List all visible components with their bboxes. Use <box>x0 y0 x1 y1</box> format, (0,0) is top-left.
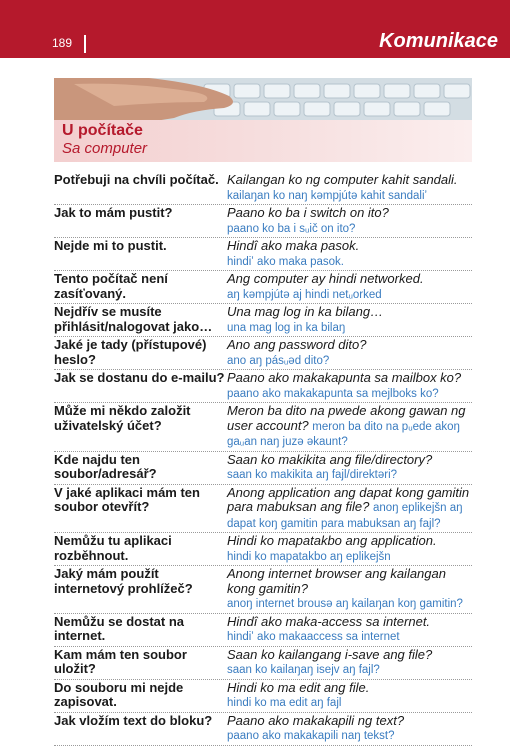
keyboard-photo <box>54 78 472 126</box>
translation-cell <box>227 648 472 678</box>
czech-phrase: Kam mám ten soubor uložit? <box>54 646 187 676</box>
header-divider <box>84 35 86 53</box>
czech-phrase: Kde najdu ten soubor/adresář? <box>54 451 157 481</box>
translation-cell <box>227 173 472 203</box>
topic-title-box <box>54 120 472 162</box>
pronunciation: ano aŋ pásᵤəd dito? <box>227 354 330 367</box>
tagalog-phrase: Paano ko ba i switch on ito? <box>227 205 389 220</box>
phrase-row <box>54 681 472 713</box>
czech-phrase: Potřebuji na chvíli počítač. <box>54 172 219 187</box>
pronunciation: anoŋ internet brousə aŋ kailaŋan koŋ gamitin? <box>227 598 463 610</box>
czech-phrase: Nemůžu se dostat na internet. <box>54 613 185 643</box>
tagalog-phrase: Paano ako makakapili ng text? <box>227 712 405 728</box>
pronunciation: meron ba dito na pᵤede akoŋ gaᵤan naŋ juzə əkaunt? <box>227 420 460 448</box>
czech-phrase: Jak se dostanu do e-mailu? <box>54 370 225 385</box>
tagalog-phrase: Hindî ako maka pasok. <box>227 238 360 253</box>
topic-title-tagalog: Sa computer <box>62 140 148 157</box>
czech-phrase: Může mi někdo založit uživatelský účet? <box>54 403 191 433</box>
czech-phrase: Tento počítač není zasíťovaný. <box>54 271 168 301</box>
topic-title-czech: U počítače <box>62 122 143 139</box>
czech-phrase: Nejde mi to pustit. <box>54 238 167 253</box>
phrase-row <box>54 453 472 485</box>
header-bar <box>0 0 510 58</box>
phrase-row <box>54 486 472 534</box>
phrase-list <box>54 173 472 747</box>
tagalog-phrase: Ang computer ay hindi networked. <box>227 271 424 286</box>
pronunciation: paano ako makakapunta sa mejlboks ko? <box>227 387 439 400</box>
translation-cell <box>227 714 472 744</box>
tagalog-phrase: Hindî ako maka-access sa internet. <box>227 613 431 629</box>
translation-cell <box>227 567 472 612</box>
tagalog-phrase: Saan ko makikita ang file/directory? <box>227 451 433 467</box>
tagalog-phrase: Ano ang password dito? <box>227 337 367 352</box>
pronunciation: hindi ko mapatakbo aŋ eplikejšn <box>227 550 391 563</box>
translation-cell <box>227 615 472 645</box>
phrase-row <box>54 404 472 452</box>
tagalog-phrase: Saan ko kailangang i-save ang file? <box>227 646 433 662</box>
tagalog-phrase: Hindi ko ma edit ang file. <box>227 679 370 695</box>
phrase-row <box>54 371 472 403</box>
translation-cell <box>227 272 472 302</box>
tagalog-phrase: Una mag log in ka bilang… <box>227 304 384 319</box>
translation-cell <box>227 453 472 483</box>
pronunciation: kailaŋan ko naŋ kəmpjútə kahit sandaliʼ <box>227 189 428 202</box>
phrase-row <box>54 305 472 337</box>
phrase-row <box>54 206 472 238</box>
translation-cell <box>227 371 472 401</box>
phrase-row <box>54 615 472 647</box>
phrase-row <box>54 239 472 271</box>
czech-phrase: Nejdřív se musíte přihlásit/nalogovat jako… <box>54 304 213 334</box>
translation-cell <box>227 239 472 269</box>
tagalog-phrase: Anong internet browser ang kailangan kong gamitin? <box>227 566 446 596</box>
translation-cell <box>227 681 472 711</box>
page-number: 189 <box>52 36 73 50</box>
translation-cell <box>227 404 472 450</box>
tagalog-phrase: Meron ba dito na pwede akong gawan ng user account? <box>227 403 466 433</box>
translation-cell <box>227 338 472 368</box>
phrase-row <box>54 173 472 205</box>
czech-phrase: V jaké aplikaci mám ten soubor otevřít? <box>54 484 200 514</box>
tagalog-phrase: Paano ako makakapunta sa mailbox ko? <box>227 370 462 385</box>
pronunciation: hindi ko ma edit aŋ fajl <box>227 697 342 709</box>
pronunciation: paano ako makakapili naŋ tekst? <box>227 730 395 742</box>
pronunciation: paano ko ba i sᵤič on ito? <box>227 222 356 235</box>
czech-phrase: Jak vložím text do bloku? <box>54 712 213 728</box>
tagalog-phrase: Anong application ang dapat kong gamitin para mabuksan ang file? <box>227 484 470 514</box>
czech-phrase: Nemůžu tu aplikaci rozběhnout. <box>54 533 172 563</box>
czech-phrase: Jak to mám pustit? <box>54 205 173 220</box>
translation-cell <box>227 534 472 564</box>
section-title: Komunikace <box>379 30 498 52</box>
pronunciation: hindiʼ ako makaaccess sa internet <box>227 631 400 643</box>
pronunciation: aŋ kəmpjútə aj hindi netᵤorked <box>227 288 382 301</box>
tagalog-phrase: Hindi ko mapatakbo ang application. <box>227 533 437 548</box>
pronunciation: anoŋ eplikejšn aŋ dapat koŋ gamitin para mabuksan aŋ fajl? <box>227 502 463 530</box>
translation-cell <box>227 305 472 335</box>
czech-phrase: Jaké je tady (přístupové) heslo? <box>54 337 207 367</box>
pronunciation: hindiʼ ako maka pasok. <box>227 255 344 268</box>
phrase-row <box>54 648 472 680</box>
pronunciation: saan ko kailaŋaŋ isejv aŋ fajl? <box>227 664 380 676</box>
translation-cell <box>227 486 472 532</box>
phrase-row <box>54 338 472 370</box>
pronunciation: una mag log in ka bilaŋ <box>227 321 346 334</box>
czech-phrase: Do souboru mi nejde zapisovat. <box>54 679 184 709</box>
phrase-row <box>54 534 472 566</box>
czech-phrase: Jaký mám použít internetový prohlížeč? <box>54 566 193 596</box>
pronunciation: saan ko makikita aŋ fajl/direktəri? <box>227 469 398 481</box>
phrase-row <box>54 272 472 304</box>
translation-cell <box>227 206 472 236</box>
phrase-row <box>54 714 472 746</box>
phrase-row <box>54 567 472 614</box>
tagalog-phrase: Kailangan ko ng computer kahit sandali. <box>227 172 458 187</box>
